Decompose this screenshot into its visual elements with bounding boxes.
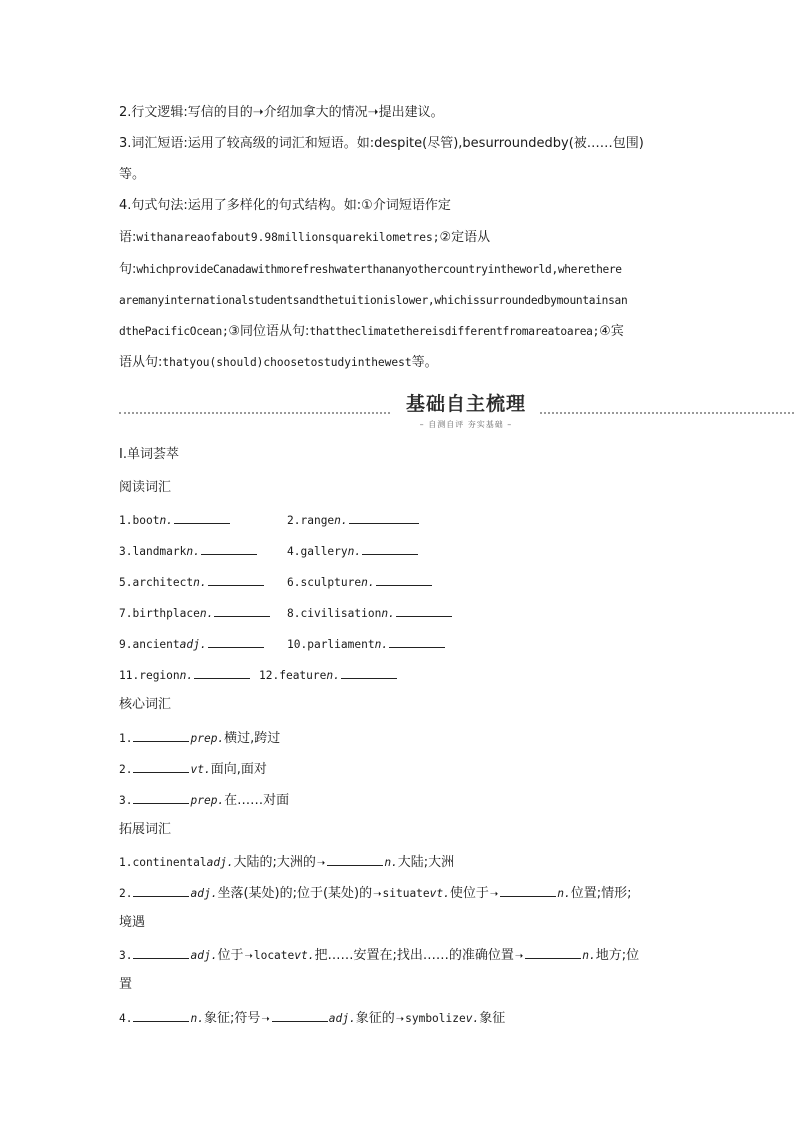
- intro-point-4-line4: [119, 293, 627, 309]
- text-fragment: n.: [199, 607, 214, 620]
- text-fragment: 在……对面: [224, 793, 290, 808]
- text-fragment: 12.: [259, 669, 280, 682]
- intro-point-4-line3: [119, 262, 622, 278]
- text-fragment: 语:: [119, 230, 137, 245]
- text-fragment: adj.: [190, 887, 218, 900]
- core-vocab-item: [119, 791, 289, 809]
- text-fragment: n.: [384, 856, 398, 869]
- vocab-row: [119, 666, 340, 684]
- core-vocab-title: 核心词汇: [119, 697, 172, 712]
- answer-blank[interactable]: [525, 946, 581, 959]
- vocab-row: [119, 542, 362, 560]
- text-fragment: 11.: [119, 669, 140, 682]
- text-fragment: 10.: [287, 638, 308, 651]
- text-fragment: vt.: [294, 949, 315, 962]
- section-banner: [119, 388, 794, 434]
- ext-vocab-item-cont: 境遇: [119, 915, 146, 930]
- text-fragment: 2.: [119, 887, 133, 900]
- section-heading: Ⅰ.单词荟萃: [119, 447, 179, 462]
- text-fragment: n.: [326, 669, 340, 682]
- text-fragment: 8.: [287, 607, 301, 620]
- vocab-row: [119, 511, 348, 529]
- text-fragment: ancient: [132, 638, 180, 651]
- answer-blank[interactable]: [194, 666, 250, 679]
- answer-blank[interactable]: [201, 542, 257, 555]
- intro-point-4-line1: 4.句式句法:运用了多样化的句式结构。如:①介词短语作定: [119, 198, 451, 213]
- english-example: aremanyinternationalstudentsandthetuitionislower,whichissurroundedbymountainsan: [119, 294, 628, 307]
- text-fragment: 使位于: [449, 886, 489, 901]
- answer-blank[interactable]: [133, 946, 189, 959]
- answer-blank[interactable]: [500, 884, 556, 897]
- reading-vocab-title: 阅读词汇: [119, 480, 172, 495]
- vocab-row: [119, 604, 395, 622]
- answer-blank[interactable]: [341, 666, 397, 679]
- answer-blank[interactable]: [133, 729, 189, 742]
- text-fragment: 5.: [119, 576, 133, 589]
- text-fragment: n.: [347, 545, 362, 558]
- text-fragment: n.: [159, 514, 173, 527]
- text-fragment: 地方;位: [595, 948, 640, 963]
- answer-blank[interactable]: [389, 635, 445, 648]
- arrow-icon: ➝: [395, 1014, 405, 1025]
- english-example: thattheclimatethereisdifferentfromareatoarea;: [309, 325, 600, 338]
- text-fragment: 等。: [411, 355, 438, 370]
- intro-point-3-line1: 3.词汇短语:运用了较高级的词汇和短语。如:despite(尽管),besurroundedby(被……包围): [119, 136, 644, 151]
- text-fragment: vt.: [429, 887, 450, 900]
- text-fragment: 6.: [287, 576, 301, 589]
- text-fragment: adj.: [328, 1012, 356, 1025]
- text-fragment: 象征的: [355, 1011, 395, 1026]
- answer-blank[interactable]: [208, 635, 264, 648]
- arrow-icon: ➝: [373, 889, 382, 900]
- text-fragment: landmark: [132, 545, 187, 558]
- answer-blank[interactable]: [174, 511, 230, 524]
- text-fragment: n.: [374, 638, 389, 651]
- text-fragment: 9.: [119, 638, 133, 651]
- vocab-item-9: [119, 637, 265, 652]
- text-fragment: architect: [132, 576, 194, 589]
- answer-blank[interactable]: [362, 542, 418, 555]
- ext-vocab-item: [119, 853, 454, 872]
- vocab-item-12: [259, 666, 398, 684]
- text-fragment: continental: [132, 856, 207, 869]
- text-fragment: n.: [179, 669, 194, 682]
- vocab-item-6: [287, 573, 433, 591]
- text-fragment: 大陆的;大洲的: [233, 855, 316, 870]
- english-example: thatyou(should)choosetostudyinthewest: [162, 356, 412, 369]
- vocab-row: [119, 573, 375, 591]
- answer-blank[interactable]: [349, 511, 419, 524]
- text-fragment: n.: [193, 576, 207, 589]
- text-fragment: range: [300, 514, 335, 527]
- english-example: dthePacificOcean;: [119, 325, 229, 338]
- text-fragment: 7.: [119, 607, 133, 620]
- answer-blank[interactable]: [272, 1009, 328, 1022]
- text-fragment: 4.: [287, 545, 301, 558]
- text-fragment: ②定语从: [439, 230, 491, 245]
- arrow-icon: ➝: [514, 951, 524, 962]
- text-fragment: vt.: [190, 763, 211, 776]
- text-fragment: n.: [186, 545, 200, 558]
- text-fragment: 象征: [479, 1011, 506, 1026]
- text-fragment: sculpture: [300, 576, 362, 589]
- vocab-row: [119, 635, 389, 653]
- text-fragment: adj.: [206, 856, 234, 869]
- text-fragment: feature: [279, 669, 327, 682]
- text-fragment: 大陆;大洲: [397, 855, 455, 870]
- text-fragment: parliament: [307, 638, 375, 651]
- arrow-icon: ➝: [316, 858, 326, 869]
- english-example: withanareaofabout9.98millionsquarekilometres;: [136, 231, 440, 244]
- vocab-item-2: [287, 511, 420, 529]
- answer-blank[interactable]: [133, 760, 189, 773]
- text-fragment: 坐落(某处)的;位于(某处)的: [217, 886, 373, 901]
- answer-blank[interactable]: [376, 573, 432, 586]
- answer-blank[interactable]: [133, 791, 189, 804]
- text-fragment: 1.: [119, 732, 133, 745]
- text-fragment: 位于: [217, 948, 244, 963]
- ext-vocab-item-cont: 置: [119, 977, 133, 992]
- text-fragment: ③同位语从句:: [228, 324, 310, 339]
- answer-blank[interactable]: [133, 884, 189, 897]
- vocab-item-5: [119, 575, 265, 590]
- arrow-icon: ➝: [489, 889, 499, 900]
- text-fragment: civilisation: [300, 607, 382, 620]
- text-fragment: 2.: [119, 763, 133, 776]
- vocab-item-4: [287, 542, 419, 560]
- text-fragment: 1.: [119, 856, 133, 869]
- text-fragment: symbolize: [405, 1012, 466, 1025]
- answer-blank[interactable]: [327, 853, 383, 866]
- ext-vocab-item: [119, 1009, 505, 1028]
- text-fragment: 句:: [119, 262, 137, 277]
- text-fragment: n.: [361, 576, 375, 589]
- answer-blank[interactable]: [214, 604, 270, 617]
- vocab-item-10: [287, 635, 446, 653]
- vocab-item-1: [119, 513, 231, 528]
- intro-point-3-line2: 等。: [119, 167, 146, 182]
- ext-vocab-item: [119, 946, 639, 965]
- ext-vocab-title: 拓展词汇: [119, 822, 172, 837]
- text-fragment: 象征;符号: [203, 1011, 261, 1026]
- vocab-item-8: [287, 604, 453, 622]
- text-fragment: n.: [557, 887, 571, 900]
- intro-point-2: 2.行文逻辑:写信的目的➝介绍加拿大的情况➝提出建议。: [119, 105, 444, 120]
- intro-point-4-line5: [119, 324, 624, 340]
- text-fragment: n.: [582, 949, 596, 962]
- arrow-icon: ➝: [244, 951, 253, 962]
- text-fragment: 2.: [287, 514, 301, 527]
- text-fragment: locate: [253, 949, 295, 962]
- core-vocab-item: [119, 729, 280, 747]
- text-fragment: region: [139, 669, 180, 682]
- text-fragment: gallery: [300, 545, 348, 558]
- vocab-item-11: [119, 668, 251, 683]
- section-banner-subtitle: – 自测自评 夯实基础 –: [419, 420, 513, 429]
- text-fragment: 1.: [119, 514, 133, 527]
- text-fragment: 位置;情形;: [570, 886, 632, 901]
- text-fragment: 3.: [119, 794, 133, 807]
- vocab-item-7: [119, 606, 271, 621]
- text-fragment: 语从句:: [119, 355, 163, 370]
- answer-blank[interactable]: [396, 604, 452, 617]
- text-fragment: 4.: [119, 1012, 133, 1025]
- text-fragment: 面向,面对: [210, 762, 267, 777]
- text-fragment: adj.: [179, 638, 207, 651]
- text-fragment: n.: [381, 607, 395, 620]
- answer-blank[interactable]: [133, 1009, 189, 1022]
- text-fragment: situate: [382, 887, 430, 900]
- text-fragment: n.: [334, 514, 348, 527]
- intro-point-4-line2: [119, 230, 490, 246]
- text-fragment: prep.: [190, 732, 225, 745]
- text-fragment: 3.: [119, 545, 133, 558]
- text-fragment: 横过,跨过: [224, 731, 281, 746]
- text-fragment: 3.: [119, 949, 133, 962]
- intro-point-4-line6: [119, 355, 438, 371]
- ext-vocab-item: [119, 884, 632, 903]
- arrow-icon: ➝: [261, 1014, 270, 1025]
- text-fragment: birthplace: [132, 607, 200, 620]
- text-fragment: adj.: [190, 949, 218, 962]
- text-fragment: 把……安置在;找出……的准确位置: [314, 948, 514, 963]
- section-banner-title: 基础自主梳理: [392, 389, 540, 416]
- vocab-item-3: [119, 544, 258, 559]
- text-fragment: n.: [190, 1012, 204, 1025]
- core-vocab-item: [119, 760, 267, 778]
- text-fragment: boot: [132, 514, 160, 527]
- text-fragment: prep.: [190, 794, 225, 807]
- answer-blank[interactable]: [208, 573, 264, 586]
- text-fragment: v.: [465, 1012, 480, 1025]
- text-fragment: ④宾: [599, 324, 624, 339]
- english-example: whichprovideCanadawithmorefreshwaterthananyothercountryintheworld,wherethere: [136, 263, 622, 276]
